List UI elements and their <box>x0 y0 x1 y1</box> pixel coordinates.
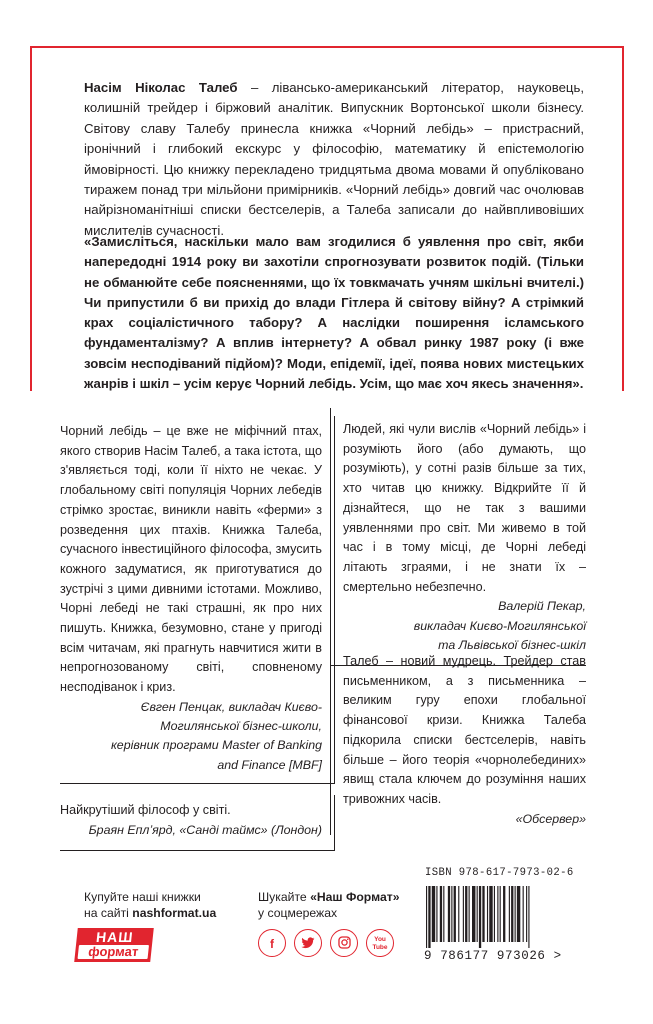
barcode-bar <box>426 886 427 948</box>
barcode-bar <box>440 886 442 942</box>
review-attribution: Браян Еплʼярд, «Санді таймс» (Лондон) <box>88 822 322 837</box>
barcode-bar <box>428 886 430 948</box>
author-bio-text: – лівансько-американський літератор, науковець, колишній трейдер і біржовий аналітик. Випускник Вортонської школи бізнесу. Світову славу Талебу принесла книжка «Чорний лебідь» – пристрасний, іронічний і глибокий екскурс у філософію, математику й епістемологію ймовірності. Цю книжку перекладено тридцятьма двома мовами й опубліковано тиражем понад три мільйони примірників. «Чорний лебідь» довгий час очолював найрізноманітніші списки бестселерів, а Талеба записали до найвпливовіших мислителів сучасності. <box>84 80 584 238</box>
review-box-observer <box>330 638 586 835</box>
isbn-label: ISBN 978-617-7973-02-6 <box>425 867 574 879</box>
instagram-icon[interactable] <box>330 929 358 957</box>
barcode-bar <box>497 886 498 942</box>
barcode-bar <box>487 886 488 942</box>
barcode-bar <box>494 886 495 942</box>
book-quote: «Замисліться, наскільки мало вам згодилися б уявлення про світ, якби напередодні 1914 року ви захотіли спрогнозувати розвиток подій. (Тільки не обманюйте себе поясненнями, що їх товкмачать учням шкільні вчителі.) Чи припустили б ви прихід до влади Гітлера й світову війну? А стрімкий крах соціалістичного табору? А наслідки поширення ісламського фундаменталізму? А вплив інтернету? А обвал ринку 1987 року (і вже зовсім несподіваний підйом)? Моди, епідемії, ідеї, поява нових мистецьких жанрів і шкіл – усім керує Чорний лебідь. Усім, що має хоч якесь значення». <box>84 234 584 392</box>
social-line: у соцмережах <box>258 906 338 920</box>
buy-prefix: на сайті <box>84 906 133 920</box>
frame-top-border <box>30 46 624 48</box>
review-attribution-line: Валерій Пекар, <box>498 599 586 614</box>
barcode-bar <box>436 886 437 942</box>
barcode-bar <box>489 886 492 942</box>
barcode-bar <box>469 886 470 942</box>
frame-left-border <box>30 46 32 391</box>
logo-top-text: НАШ <box>95 929 135 945</box>
barcode-bar <box>465 886 467 942</box>
barcode-bar <box>517 886 520 942</box>
barcode-bar <box>482 886 484 942</box>
barcode-bar <box>500 886 501 942</box>
brand-name: «Наш Формат» <box>310 890 400 904</box>
barcode-bar <box>463 886 464 942</box>
barcode-bar <box>479 886 481 948</box>
barcode-bar <box>454 886 456 942</box>
search-prefix: Шукайте <box>258 890 311 904</box>
barcode-bar <box>503 886 505 942</box>
barcode-bar <box>526 886 527 942</box>
review-text: Найкрутіший філософ у світі. <box>60 803 231 817</box>
buy-line: Купуйте наші книжки <box>84 890 201 904</box>
barcode-bar <box>523 886 524 942</box>
review-attribution-line: викладач Києво-Могилянської <box>413 618 586 633</box>
review-text: Чорний лебідь – це вже не міфічний птах, якого створив Насім Талеб, а така істота, що з'являється тоді, коли її ніхто не чекає. У глобальному світі популяція Чорних лебедів стрімко зростає, виникли навіть «ферми» з розведення цих птахів. Книжка Талеба, сучасного інвестиційного філософа, змусить кожного задуматися, як приготуватися до зустрічі з цими дивними істотами. Можливо, Чорні лебеді не такі страшні, як про них пишуть. Книжка, безумовно, стане у пригоді всім читачам, які прагнуть навчитися жити в непрогнозованому світі, сповненому несподіванок і криз. <box>60 424 322 695</box>
barcode-bar <box>477 886 478 942</box>
buy-info <box>84 889 216 921</box>
site-link[interactable]: nashformat.ua <box>132 906 217 920</box>
publisher-logo <box>74 928 154 962</box>
barcode-bar <box>472 886 475 942</box>
barcode-bar <box>528 886 529 948</box>
review-box-pentsak <box>60 416 335 784</box>
barcode <box>426 886 564 948</box>
barcode-bar <box>448 886 450 942</box>
review-text: Людей, які чули вислів «Чорний лебідь» і розуміють його (або думають, що розуміють), у сотні разів більше за тих, хто читав цю книжку. Відкрийте її й дізнайтеся, що не так з вашими уявленнями про світ. Ми живемо в той час і в тому місці, де Чорні лебеді літають зграями, і не знати їх – смертельно небезпечно. <box>343 422 586 594</box>
review-box-appleyard <box>60 795 335 851</box>
youtube-icon[interactable]: You Tube <box>366 929 394 957</box>
logo-bottom-text: формат <box>78 945 149 959</box>
review-attribution: «Обсервер» <box>515 811 586 826</box>
barcode-bar <box>458 886 459 942</box>
barcode-bar <box>451 886 452 942</box>
review-text: Талеб – новий мудрець. Трейдер став письменником, а з письменника – великим гуру епохи глобальної фінансової кризи. Книжка Талеба підкорила списки бестселерів, навіть більше – його теорія «чорнолебединих» явищ стала ключем до розуміння наших тривожних часів. <box>343 654 586 806</box>
barcode-bar <box>432 886 435 942</box>
author-bio <box>84 78 584 241</box>
social-info <box>258 889 399 921</box>
facebook-icon[interactable]: f <box>258 929 286 957</box>
review-box-pekar <box>330 408 586 666</box>
barcode-bar <box>443 886 444 942</box>
barcode-bar <box>509 886 510 942</box>
review-attribution: Євген Пенцак, викладач Києво-Могилянської бізнес-школи, керівник програми Master of Banking and Finance [MBF] <box>110 699 322 772</box>
barcode-bar <box>515 886 516 942</box>
review-attribution-line: та Львівської бізнес-шкіл <box>438 637 586 652</box>
frame-right-border <box>622 46 624 391</box>
author-name: Насім Ніколас Талеб <box>84 80 238 95</box>
twitter-icon[interactable] <box>294 929 322 957</box>
barcode-bar <box>511 886 513 942</box>
isbn-digits: 9 786177 973026 > <box>424 949 562 963</box>
